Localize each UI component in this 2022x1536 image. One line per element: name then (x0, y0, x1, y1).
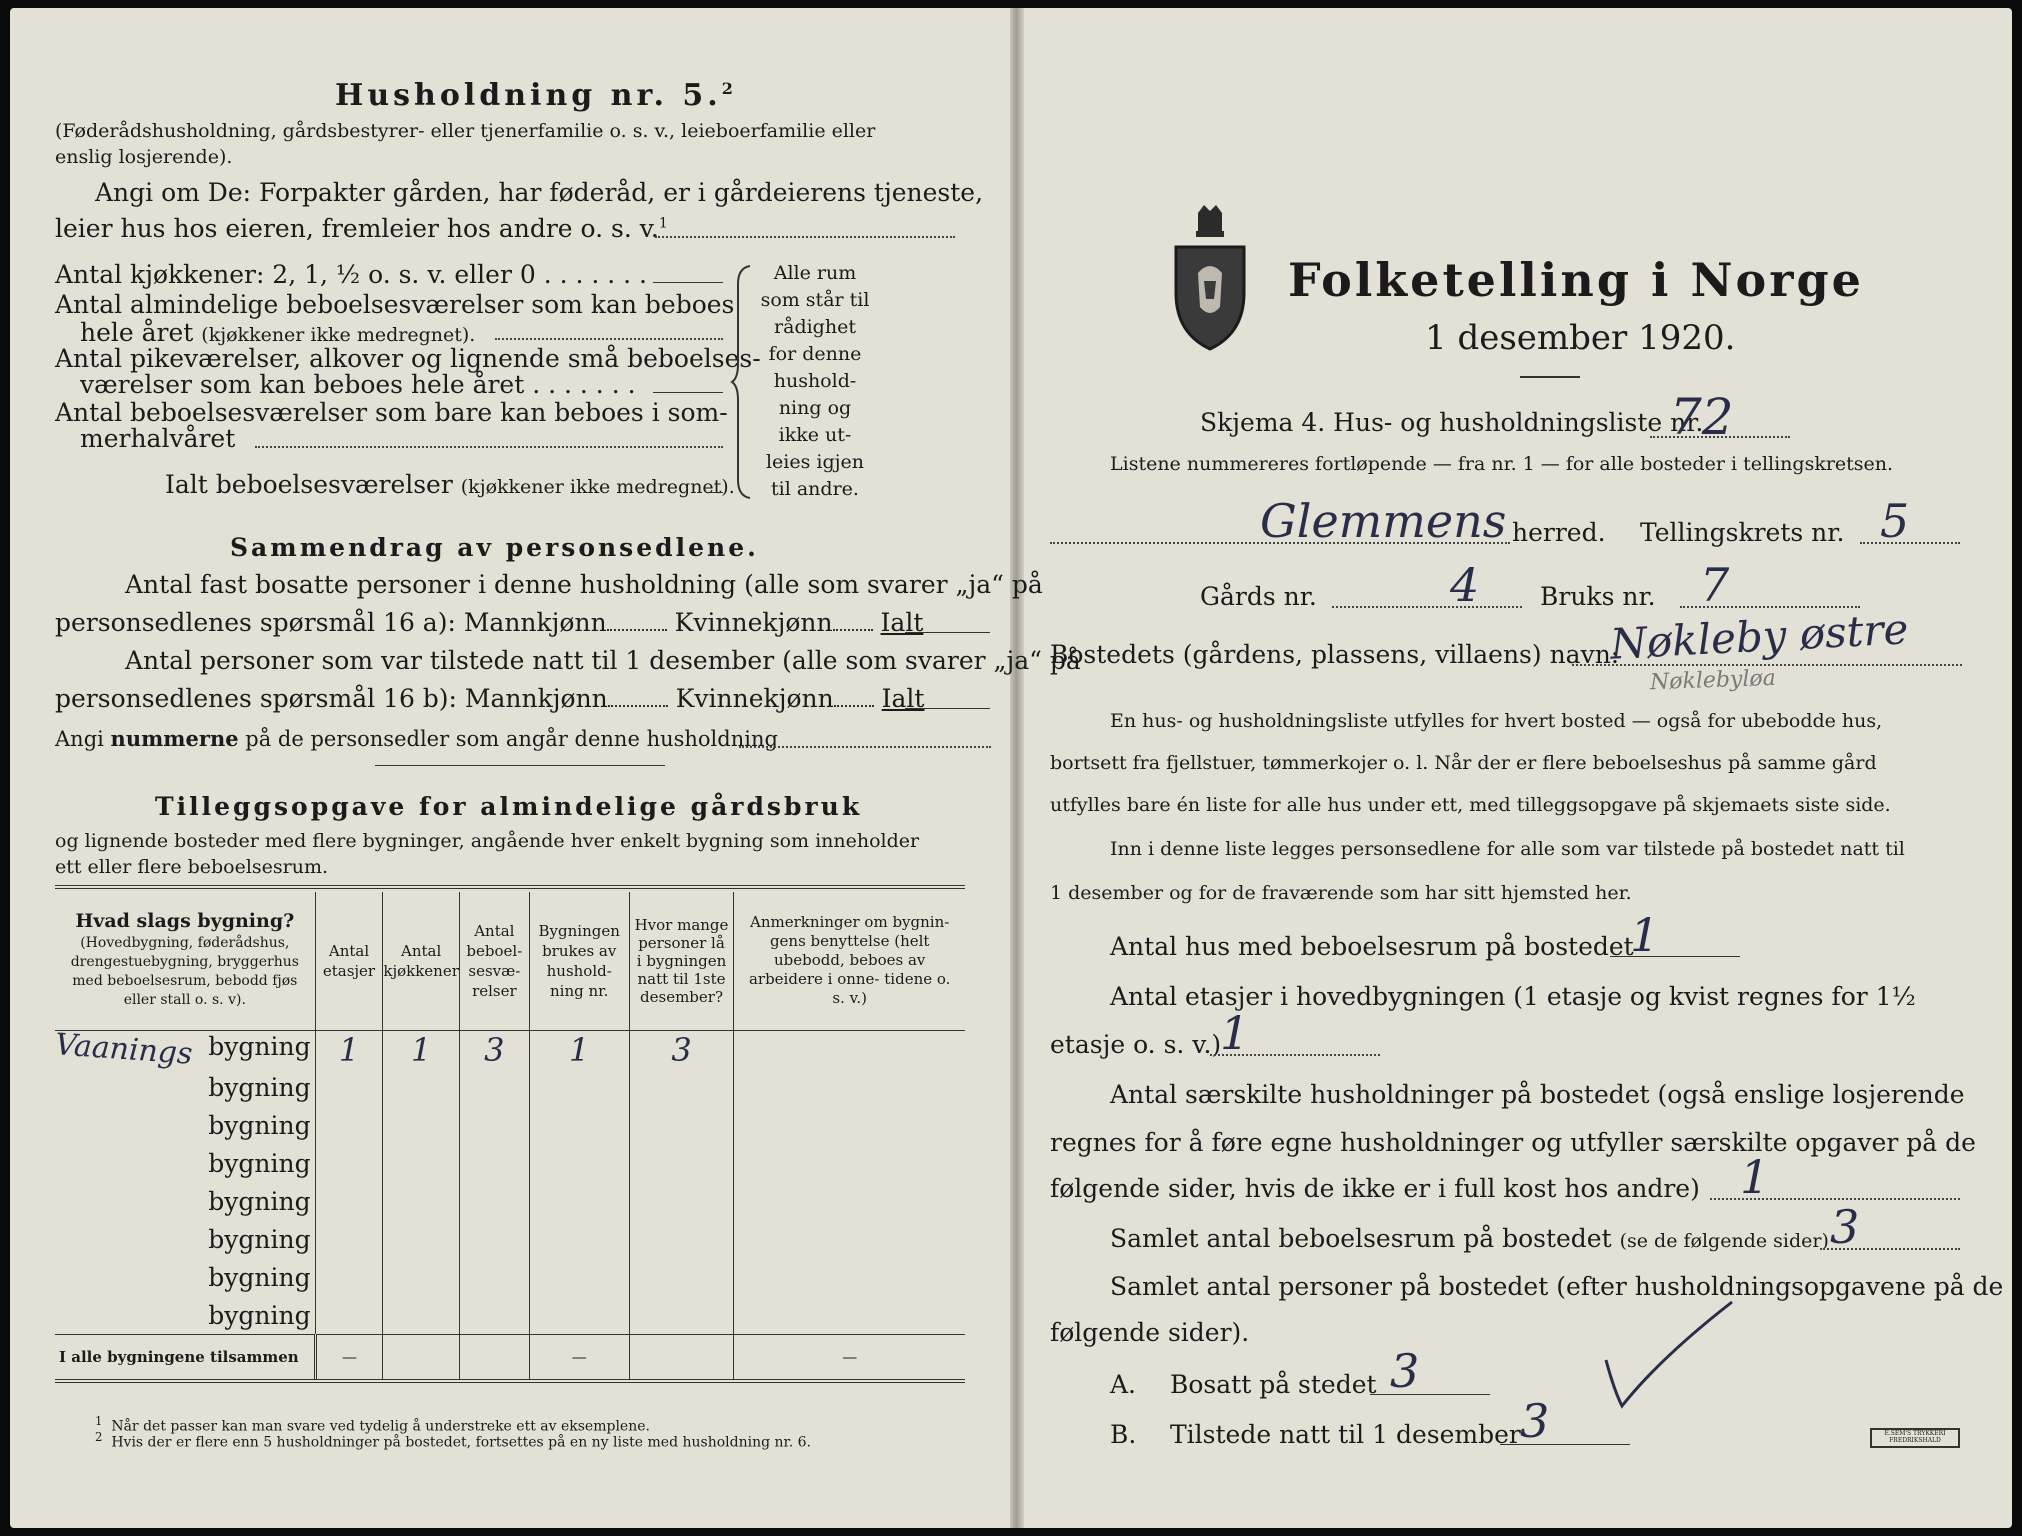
header-etasjer: Antal etasjer (315, 892, 383, 1030)
maid-label-1: Antal pikeværelser, alkover og lignende små beboelses- (55, 344, 761, 373)
total-vaerelser (459, 1335, 529, 1381)
rooms-answer-line (495, 338, 723, 340)
gards-line (1332, 606, 1522, 608)
para-2: bortsett fra fjellstuer, tømmerkojer o. l. Når der er flere beboelseshus på samme gård (1050, 752, 1877, 774)
total-rooms-label: Ialt beboelsesværelser (kjøkkener ikke medregnet). (165, 470, 735, 499)
row-etasjer: 1 (315, 1030, 383, 1069)
samlet-rum-value: 3 (1830, 1200, 1860, 1254)
herred-line (1050, 542, 1510, 544)
total-personer (629, 1335, 734, 1381)
summary-1a: Antal fast bosatte personer i denne husholdning (alle som svarer „ja“ på (125, 570, 1043, 599)
summary-2b: personsedlenes spørsmål 16 b): Mannkjønn Kvinnekjønn Ialt (55, 684, 925, 713)
schema-value: 72 (1670, 388, 1734, 446)
sep-value: 1 (1740, 1150, 1770, 1204)
title-underline (1520, 376, 1580, 378)
table-row (55, 1145, 965, 1183)
household-sub-2: enslig losjerende). (55, 146, 233, 168)
b-value: 3 (1520, 1394, 1550, 1448)
header-anmerkninger: Anmerkninger om bygnin- gens benyttelse (helt ubebodd, beboes av arbeidere i onne- tidene o. s. v.) (734, 892, 965, 1030)
etasjer-label-1: Antal etasjer i hovedbygningen (1 etasje og kvist regnes for 1½ (1110, 982, 1916, 1011)
table-row (55, 1030, 965, 1069)
maid-answer-line (653, 392, 723, 393)
bruks-label: Bruks nr. (1540, 582, 1656, 611)
summer-answer-line (255, 446, 723, 448)
a-line (1370, 1394, 1490, 1395)
angi-numbers-line (739, 746, 991, 748)
a-text: Bosatt på stedet (1170, 1370, 1377, 1399)
supplement-sub-1: og lignende bosteder med flere bygninger, angående hver enkelt bygning som inneholder (55, 830, 920, 852)
row-building-type: bygning (208, 1187, 311, 1216)
footnote-2: $^2$ Hvis der er flere enn 5 husholdninger på bostedet, fortsettes på en ny liste med husholdning nr. 6. (95, 1430, 811, 1451)
samlet-pers-label-2: følgende sider). (1050, 1318, 1250, 1347)
hus-value: 1 (1630, 908, 1660, 962)
total-kjokkener (383, 1335, 460, 1381)
supplement-title: Tilleggsopgave for almindelige gårdsbruk (155, 792, 863, 821)
table-row (55, 1259, 965, 1297)
summer-label-2: merhalvåret (80, 424, 236, 453)
summary-2a: Antal personer som var tilstede natt til 1 desember (alle som svarer „ja“ på (125, 646, 1081, 675)
table-header-row (55, 892, 965, 1030)
sep-label-1: Antal særskilte husholdninger på bostedet (også enslige losjerende (1110, 1080, 1965, 1109)
numbering-note: Listene nummereres fortløpende — fra nr. 1 — for alle bosteder i tellingskretsen. (1110, 453, 1894, 475)
household-title: Husholdning nr. 5.$^2$ (335, 78, 737, 113)
b-label: B. (1110, 1420, 1137, 1449)
b-text: Tilstede natt til 1 desember (1170, 1420, 1521, 1449)
printer-stamp: E.SEM'S TRYKKERI FREDRIKSHALD (1870, 1428, 1960, 1448)
samlet-rum-line (1820, 1248, 1960, 1250)
a-label: A. (1110, 1370, 1137, 1399)
angi-answer-line (655, 236, 955, 238)
herred-label: herred. (1512, 518, 1606, 547)
hus-label: Antal hus med beboelsesrum på bostedet (1110, 932, 1634, 961)
table-total-row (55, 1335, 965, 1381)
summary-1b: personsedlenes spørsmål 16 a): Mannkjønn Kvinnekjønn Ialt (55, 608, 924, 637)
table-row (55, 1069, 965, 1107)
section-divider (375, 765, 665, 766)
household-sub-1: (Føderådshusholdning, gårdsbestyrer- eller tjenerfamilie o. s. v., leieboerfamilie eller (55, 120, 876, 142)
bosted-value-2: Nøklebyløa (1649, 665, 1777, 696)
table-top-rule (55, 885, 965, 889)
row-building-type: bygning (208, 1225, 311, 1254)
row-husholdning: 1 (529, 1030, 629, 1069)
tellingskrets-value: 5 (1880, 494, 1910, 548)
building-table (55, 892, 965, 1383)
row-building-type: bygning (208, 1073, 311, 1102)
brace-icon (730, 264, 754, 500)
summer-label-1: Antal beboelsesværelser som bare kan beboes i som- (55, 398, 728, 427)
hus-line (1610, 956, 1740, 957)
right-page (1050, 8, 2004, 1528)
kitchens-label: Antal kjøkkener: 2, 1, ½ o. s. v. eller 0 . . . . . . . (55, 260, 648, 289)
table-row (55, 1221, 965, 1259)
row-building-type: bygning (208, 1149, 311, 1178)
summary-title: Sammendrag av personsedlene. (230, 533, 759, 562)
etasjer-label-2: etasje o. s. v.) (1050, 1030, 1222, 1059)
left-page (53, 8, 1081, 1528)
footnote-1: $^1$ Når det passer kan man svare ved tydelig å understreke ett av eksemplene. (95, 1414, 650, 1435)
samlet-rum-label: Samlet antal beboelsesrum på bostedet (se de følgende sider) (1110, 1224, 1829, 1253)
kitchens-answer-line (653, 282, 723, 283)
samlet-pers-label-1: Samlet antal personer på bostedet (efter husholdningsopgavene på de (1110, 1272, 2004, 1301)
summary-1-ialt-line (905, 632, 990, 633)
angi-line-1: Angi om De: Forpakter gården, har føderåd, er i gårdeierens tjeneste, (95, 178, 984, 207)
schema-line (1650, 436, 1790, 438)
etasjer-line (1210, 1054, 1380, 1056)
b-line (1500, 1444, 1630, 1445)
total-anmerkninger: — (734, 1335, 965, 1381)
sep-label-2: regnes for å føre egne husholdninger og utfyller særskilte opgaver på de (1050, 1128, 1976, 1157)
page-fold (1010, 8, 1024, 1528)
total-rooms-answer-line (707, 492, 723, 493)
rooms-label-2: hele året (kjøkkener ikke medregnet). (80, 318, 476, 347)
maid-label-2: værelser som kan beboes hele året . . . . . . . (80, 370, 636, 399)
header-vaerelser: Antal beboel- sesvæ- relser (459, 892, 529, 1030)
bruks-value: 7 (1700, 558, 1730, 612)
a-value: 3 (1390, 1344, 1420, 1398)
herred-value: Glemmens (1260, 494, 1507, 548)
form-title: Folketelling i Norge (1288, 253, 1864, 307)
para-3: utfylles bare én liste for alle hus under ett, med tilleggsopgave på skjemaets siste side. (1050, 794, 1891, 816)
total-etasjer: — (315, 1335, 383, 1381)
row-building-type: bygning (208, 1263, 311, 1292)
table-row (55, 1297, 965, 1335)
total-row-label: I alle bygningene tilsammen (55, 1335, 315, 1381)
tellingskrets-line (1860, 542, 1960, 544)
header-building-type: Hvad slags bygning? (Hovedbygning, føderådshus, drengestuebygning, bryggerhus med beboelsesrum, bebodd fjøs eller stall o. s. v). (70, 909, 299, 1008)
row-kjokkener: 1 (383, 1030, 460, 1069)
supplement-sub-2: ett eller flere beboelsesrum. (55, 856, 329, 878)
sep-label-3: følgende sider, hvis de ikke er i full kost hos andre) (1050, 1174, 1700, 1203)
table-row (55, 1107, 965, 1145)
para-5: 1 desember og for de fraværende som har sitt hjemsted her. (1050, 882, 1632, 904)
coat-of-arms-icon (1170, 203, 1250, 353)
bosted-label: Bostedets (gårdens, plassens, villaens) navn: (1050, 640, 1620, 669)
header-kjokkener: Antal kjøkkener (383, 892, 460, 1030)
row-building-type: Vaanings bygning (53, 1027, 311, 1072)
row-anmerkninger (734, 1030, 965, 1069)
sidenote: Alle rum som står til rådighet for denne hushold- ning og ikke ut- leies igjen til andre. (760, 262, 870, 500)
header-personer: Hvor mange personer lå i bygningen natt til 1ste desember? (629, 892, 734, 1030)
tellingskrets-label: Tellingskrets nr. (1640, 518, 1845, 547)
row-building-type: bygning (208, 1111, 311, 1140)
schema-label: Skjema 4. Hus- og husholdningsliste nr. (1200, 408, 1704, 437)
para-4: Inn i denne liste legges personsedlene for alle som var tilstede på bostedet natt til (1110, 838, 1905, 860)
para-1: En hus- og husholdningsliste utfylles for hvert bosted — også for ubebodde hus, (1110, 710, 1883, 732)
total-husholdning: — (529, 1335, 629, 1381)
etasjer-value: 1 (1220, 1006, 1250, 1060)
gards-label: Gårds nr. (1200, 582, 1317, 611)
angi-numbers: Angi nummerne på de personsedler som angår denne husholdning (55, 726, 778, 751)
angi-line-2: leier hus hos eieren, fremleier hos andre o. s. v.$^1$ (55, 214, 668, 243)
gards-value: 4 (1450, 558, 1480, 612)
form-date: 1 desember 1920. (1425, 318, 1736, 358)
rooms-label-1: Antal almindelige beboelsesværelser som kan beboes (55, 290, 735, 319)
bosted-value: Nøkleby østre (1608, 604, 1910, 669)
row-personer: 3 (629, 1030, 734, 1069)
row-building-type: bygning (208, 1300, 311, 1330)
table-row (55, 1183, 965, 1221)
header-husholdning: Bygningen brukes av hushold- ning nr. (529, 892, 629, 1030)
summary-2-ialt-line (905, 708, 990, 709)
row-vaerelser: 3 (459, 1030, 529, 1069)
checkmark-icon (1600, 1298, 1740, 1418)
